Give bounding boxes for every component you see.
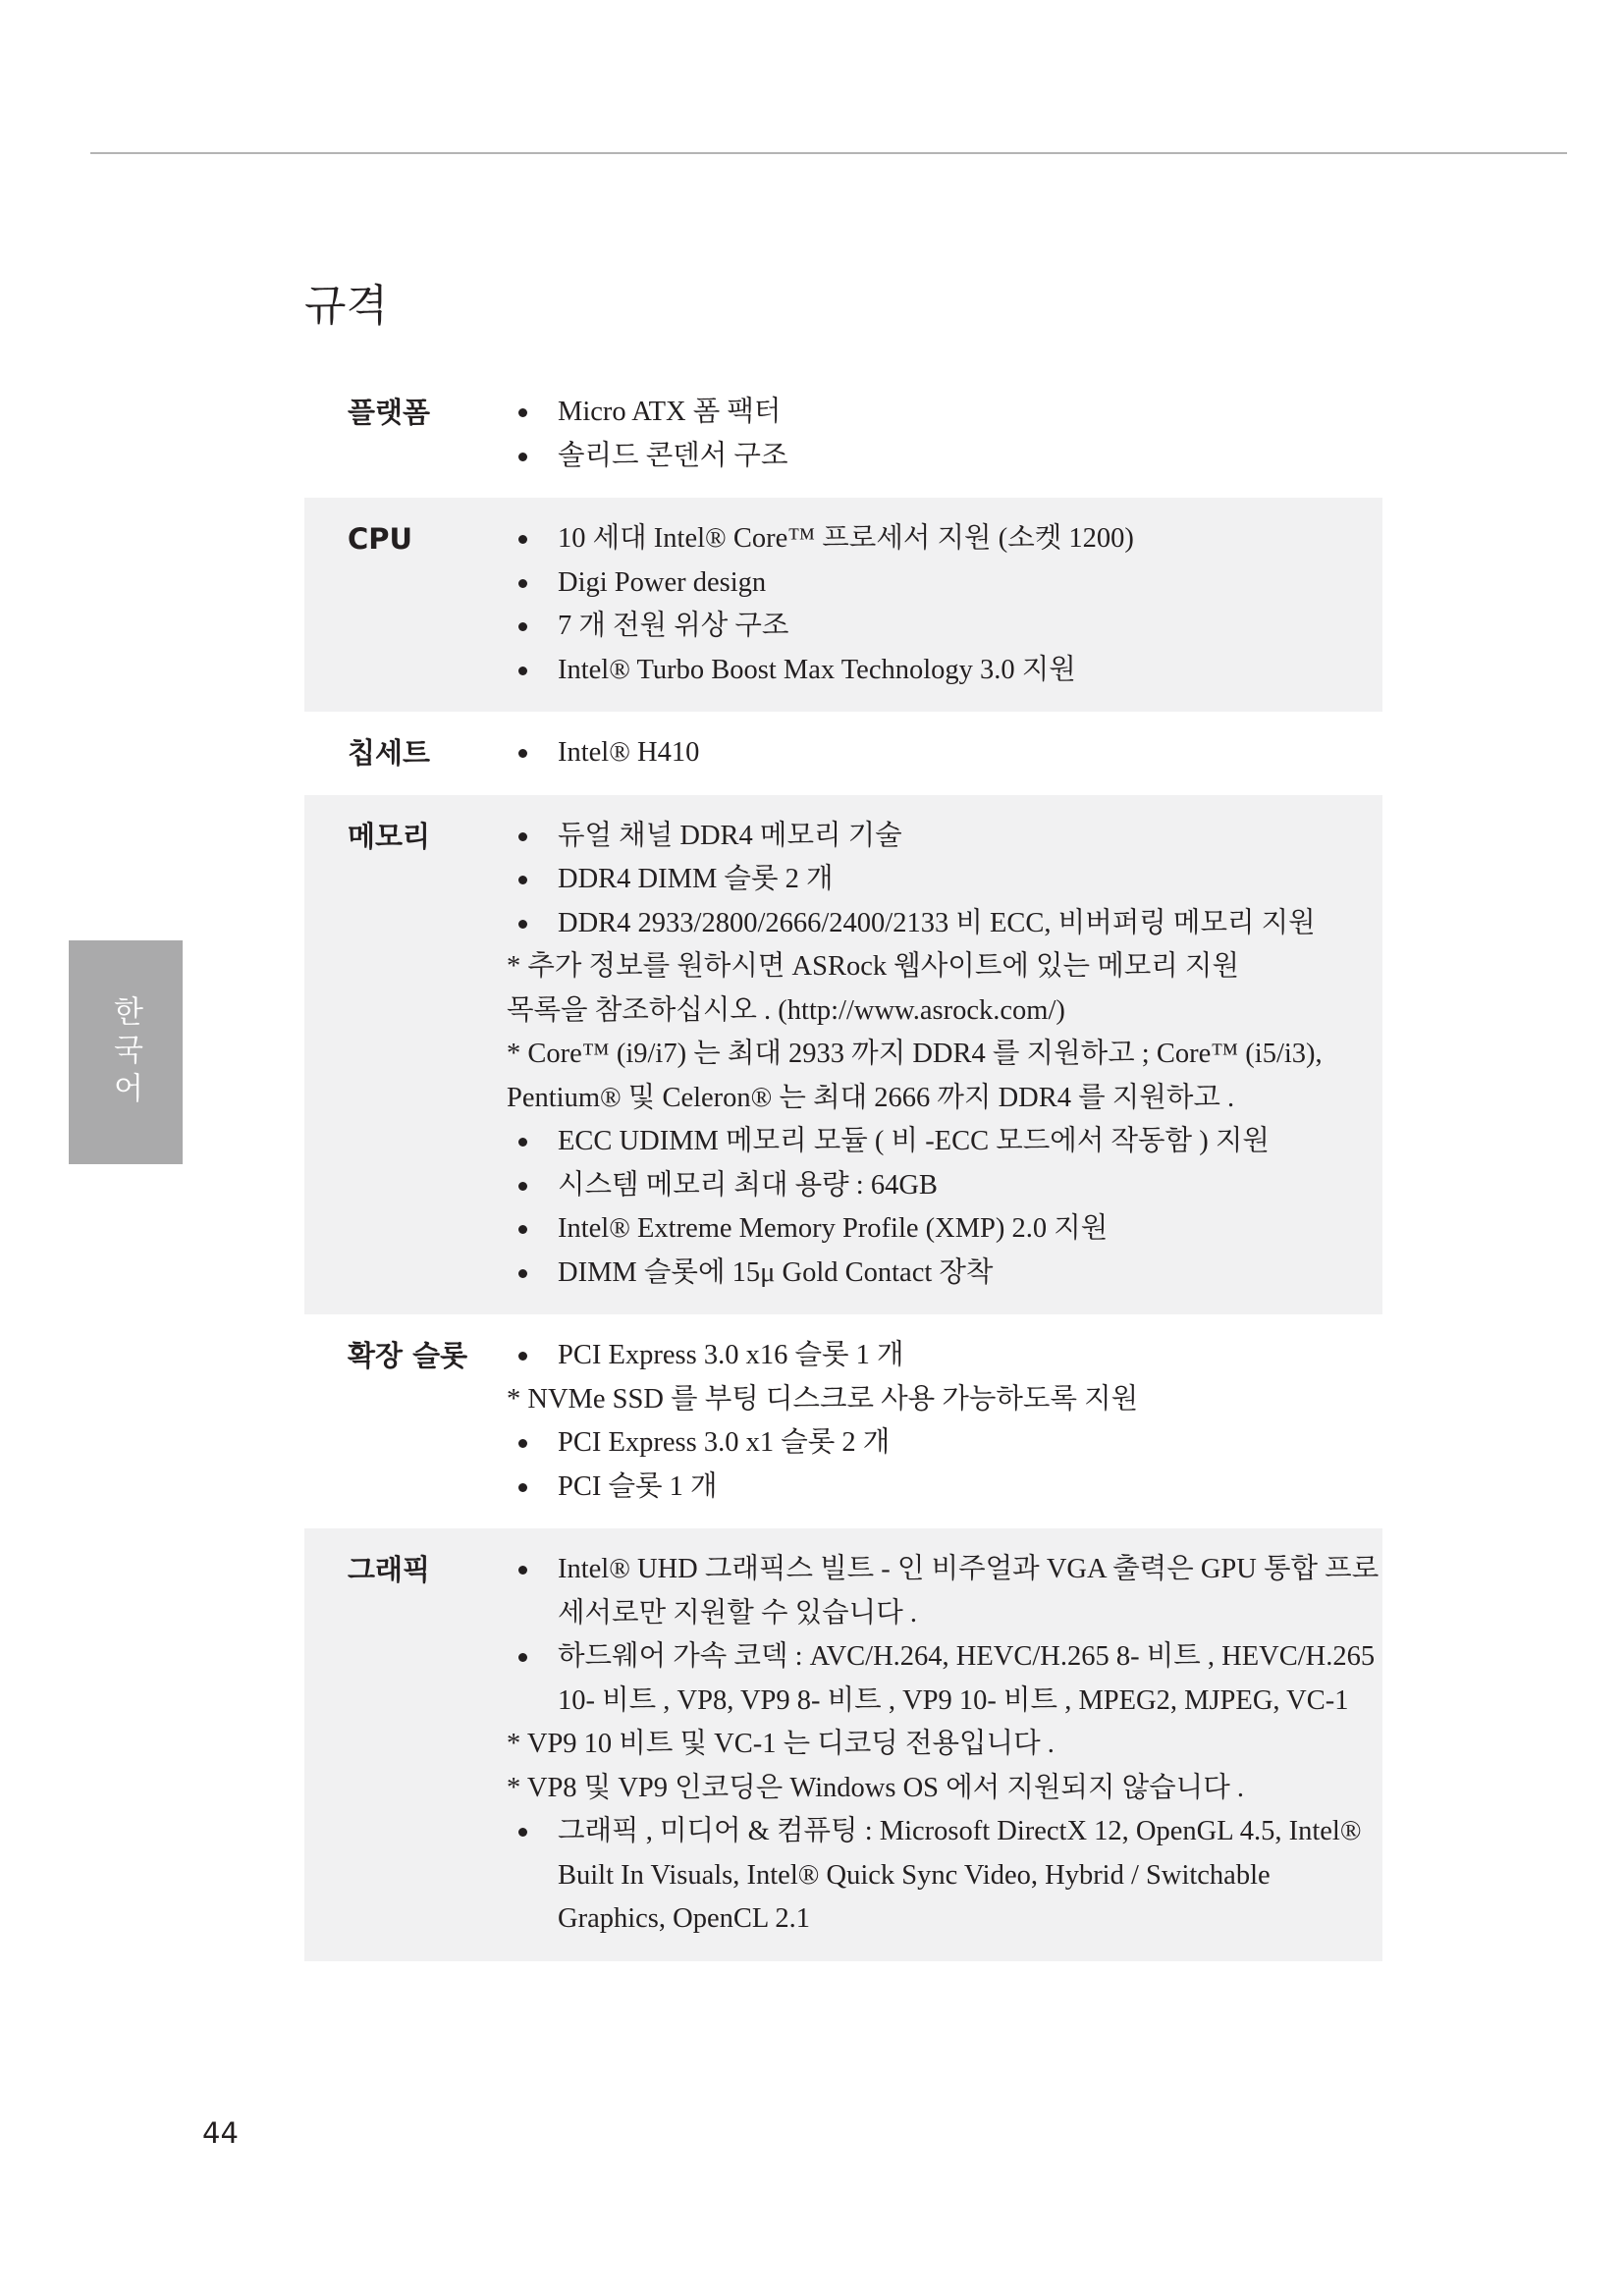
spec-items: [507, 1548, 1382, 1942]
spec-row: [304, 712, 1382, 795]
spec-bullet-item: PCI Express 3.0 x16 슬롯 1 개: [514, 1334, 1382, 1378]
top-rule: [90, 152, 1567, 154]
spec-note: 목록을 참조하십시오 . (http://www.asrock.com/): [507, 994, 1065, 1026]
spec-bullet-item: DDR4 2933/2800/2666/2400/2133 비 ECC, 비버퍼링 메모리 지원: [514, 902, 1382, 946]
spec-bullet-item: PCI Express 3.0 x1 슬롯 2 개: [514, 1421, 1382, 1466]
spec-label: 확장 슬롯: [348, 1339, 468, 1372]
spec-row: [304, 795, 1382, 1315]
spec-items: [507, 1334, 1382, 1509]
spec-label: 메모리: [348, 819, 431, 853]
spec-bullet-item: 듀얼 채널 DDR4 메모리 기술: [514, 815, 1382, 859]
spec-bullet-item: Intel® H410: [514, 731, 1382, 775]
spec-bullet-item: PCI 슬롯 1 개: [514, 1466, 1382, 1510]
spec-row: [304, 1314, 1382, 1528]
spec-label: 그래픽: [348, 1553, 431, 1586]
spec-bullet-item: 솔리드 콘덴서 구조: [514, 435, 1382, 479]
spec-label: 플랫폼: [348, 396, 431, 429]
spec-bullet-item: DDR4 DIMM 슬롯 2 개: [514, 858, 1382, 902]
spec-items: [514, 517, 1382, 692]
spec-bullet-item: Intel® UHD 그래픽스 빌트 - 인 비주얼과 VGA 출력은 GPU 통합 프로세서로만 지원할 수 있습니다 .: [514, 1548, 1382, 1635]
spec-items: [507, 815, 1382, 1296]
spec-items: [514, 731, 1382, 775]
spec-bullet-item: DIMM 슬롯에 15μ Gold Contact 장착: [514, 1252, 1382, 1296]
spec-bullet-item: Intel® Extreme Memory Profile (XMP) 2.0 지원: [514, 1207, 1382, 1252]
spec-bullet-item: 하드웨어 가속 코덱 : AVC/H.264, HEVC/H.265 8- 비트 , HEVC/H.265 10- 비트 , VP8, VP9 8- 비트 , VP9 10- 비트 , MPEG2, MJPEG, VC-1: [514, 1635, 1382, 1723]
spec-label: 칩세트: [348, 736, 431, 770]
spec-label: CPU: [348, 522, 413, 556]
spec-bullet-item: 10 세대 Intel® Core™ 프로세서 지원 (소켓 1200): [514, 517, 1382, 561]
spec-row: [304, 498, 1382, 712]
spec-note: * NVMe SSD 를 부팅 디스크로 사용 가능하도록 지원: [507, 1383, 1139, 1415]
page-number: 44: [202, 2116, 239, 2150]
language-side-tab: [69, 940, 183, 1164]
spec-bullet-item: 그래픽 , 미디어 & 컴퓨팅 : Microsoft DirectX 12, OpenGL 4.5, Intel® Built In Visuals, Intel® Quick Sync Video, Hybrid / Switchable Graphics, OpenCL 2.1: [514, 1810, 1382, 1942]
page-title: 규격: [304, 281, 389, 331]
spec-note: * VP8 및 VP9 인코딩은 Windows OS 에서 지원되지 않습니다 .: [507, 1772, 1244, 1803]
spec-bullet-item: 7 개 전원 위상 구조: [514, 605, 1382, 649]
spec-note: * VP9 10 비트 및 VC-1 는 디코딩 전용입니다 .: [507, 1729, 1055, 1759]
spec-bullet-item: Digi Power design: [514, 561, 1382, 606]
spec-note: * 추가 정보를 원하시면 ASRock 웹사이트에 있는 메모리 지원: [507, 951, 1239, 982]
spec-note: * Core™ (i9/i7) 는 최대 2933 까지 DDR4 를 지원하고 ; Core™ (i5/i3),: [507, 1039, 1323, 1069]
spec-row: [304, 1528, 1382, 1961]
spec-bullet-item: Intel® Turbo Boost Max Technology 3.0 지원: [514, 649, 1382, 693]
spec-table: [304, 371, 1382, 1961]
spec-bullet-item: Micro ATX 폼 팩터: [514, 391, 1382, 435]
spec-items: [514, 391, 1382, 478]
spec-bullet-item: ECC UDIMM 메모리 모듈 ( 비 -ECC 모드에서 작동함 ) 지원: [514, 1120, 1382, 1164]
spec-bullet-item: 시스템 메모리 최대 용량 : 64GB: [514, 1164, 1382, 1208]
spec-row: [304, 371, 1382, 498]
spec-note: Pentium® 및 Celeron® 는 최대 2666 까지 DDR4 를 지원하고 .: [507, 1082, 1235, 1113]
side-tab-label: 한국어: [107, 994, 143, 1110]
